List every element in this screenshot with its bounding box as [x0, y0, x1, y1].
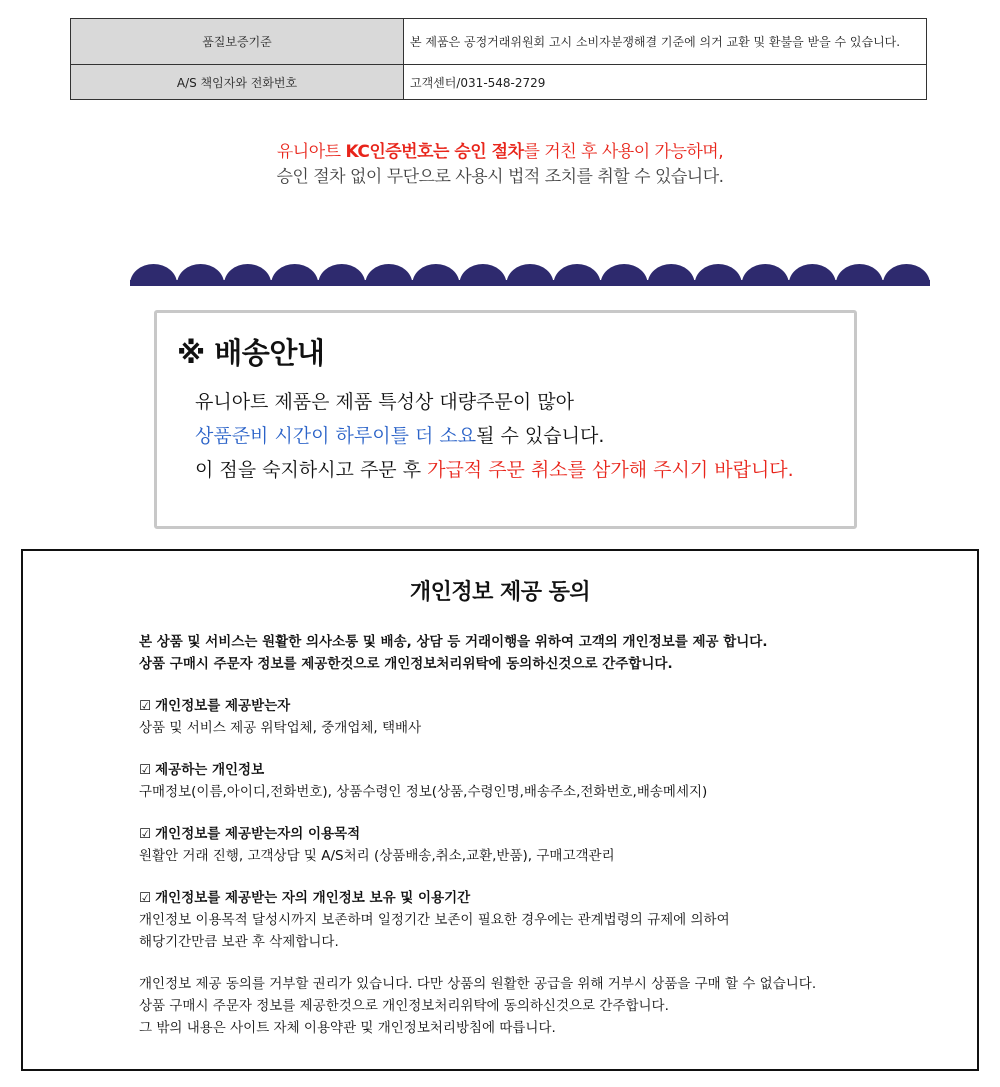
kc-notice-line2: 승인 절차 없이 무단으로 사용시 법적 조치를 취할 수 있습니다. [276, 167, 724, 187]
table-row [71, 19, 927, 65]
privacy-closing [139, 973, 959, 1039]
privacy-section-items [139, 759, 959, 803]
privacy-intro [139, 631, 959, 675]
section-heading [139, 759, 959, 781]
shipping-line3-highlight: 가급적 주문 취소를 삼가해 주시기 바랍니다. [427, 459, 794, 481]
shipping-line1: 유니아트 제품은 제품 특성상 대량주문이 많아 [195, 391, 574, 413]
section-heading-text: 개인정보를 제공받는자 [155, 698, 291, 714]
closing-line: 개인정보 제공 동의를 거부할 권리가 있습니다. 다만 상품의 원활한 공급을 위해 거부시 상품을 구매 할 수 없습니다. [139, 976, 817, 992]
privacy-intro-line: 본 상품 및 서비스는 원활한 의사소통 및 배송, 상담 등 거래이행을 위하여 고객의 개인정보를 제공 합니다. [139, 634, 768, 650]
privacy-intro-line: 상품 구매시 주문자 정보를 제공한것으로 개인정보처리위탁에 동의하신것으로 간주합니다. [139, 656, 673, 672]
kc-notice-brand: 유니아트 [276, 142, 346, 162]
shipping-line3 [195, 453, 794, 487]
privacy-section-retention [139, 887, 959, 953]
scallop-divider [130, 262, 930, 286]
section-line: 구매정보(이름,아이디,전화번호), 상품수령인 정보(상품,수령인명,배송주소,전화번호,배송메세지) [139, 784, 708, 800]
checkbox-checked-icon: ☑ [139, 826, 152, 842]
closing-line: 상품 구매시 주문자 정보를 제공한것으로 개인정보처리위탁에 동의하신것으로 간주합니다. [139, 998, 669, 1014]
kc-notice-line1 [0, 140, 1000, 165]
kc-notice-emphasis: KC인증번호는 승인 절차 [345, 142, 524, 162]
section-heading [139, 887, 959, 909]
quality-standard-label: 품질보증기준 [71, 19, 404, 65]
checkbox-checked-icon: ☑ [139, 890, 152, 906]
shipping-line2-rest: 될 수 있습니다. [476, 425, 605, 447]
section-line: 해당기간만큼 보관 후 삭제합니다. [139, 934, 339, 950]
closing-line: 그 밖의 내용은 사이트 자체 이용약관 및 개인정보처리방침에 따릅니다. [139, 1020, 556, 1036]
section-heading [139, 823, 959, 845]
as-contact-label: A/S 책임자와 전화번호 [71, 65, 404, 100]
section-heading-text: 개인정보를 제공받는 자의 개인정보 보유 및 이용기간 [155, 890, 471, 906]
checkbox-checked-icon: ☑ [139, 762, 152, 778]
section-heading-text: 개인정보를 제공받는자의 이용목적 [155, 826, 361, 842]
section-line: 개인정보 이용목적 달성시까지 보존하며 일정기간 보존이 필요한 경우에는 관계법령의 규제에 의하여 [139, 912, 730, 928]
privacy-consent-box [21, 549, 979, 1071]
shipping-line2 [195, 419, 794, 453]
kc-certification-notice [0, 140, 1000, 190]
section-line: 상품 및 서비스 제공 위탁업체, 중개업체, 택배사 [139, 720, 422, 736]
as-contact-value: 고객센터/031-548-2729 [404, 65, 927, 100]
kc-notice-line1-rest: 를 거친 후 사용이 가능하며, [523, 142, 724, 162]
section-line: 원활안 거래 진행, 고객상담 및 A/S처리 (상품배송,취소,교환,반품), 구매고객관리 [139, 848, 615, 864]
shipping-notice-box [154, 310, 857, 529]
privacy-section-recipient [139, 695, 959, 739]
privacy-section-purpose [139, 823, 959, 867]
section-heading-text: 제공하는 개인정보 [155, 762, 265, 778]
privacy-body [139, 631, 959, 1039]
section-heading [139, 695, 959, 717]
privacy-title: 개인정보 제공 동의 [409, 580, 591, 605]
quality-standard-value: 본 제품은 공정거래위원회 고시 소비자분쟁해결 기준에 의거 교환 및 환불을 받을 수 있습니다. [404, 19, 927, 65]
shipping-title: ※ 배송안내 [177, 336, 325, 370]
shipping-line2-highlight: 상품준비 시간이 하루이틀 더 소요 [195, 425, 477, 447]
product-info-table [70, 18, 927, 100]
shipping-line3-plain: 이 점을 숙지하시고 주문 후 [195, 459, 428, 481]
checkbox-checked-icon: ☑ [139, 698, 152, 714]
table-row [71, 65, 927, 100]
shipping-text [195, 385, 794, 487]
